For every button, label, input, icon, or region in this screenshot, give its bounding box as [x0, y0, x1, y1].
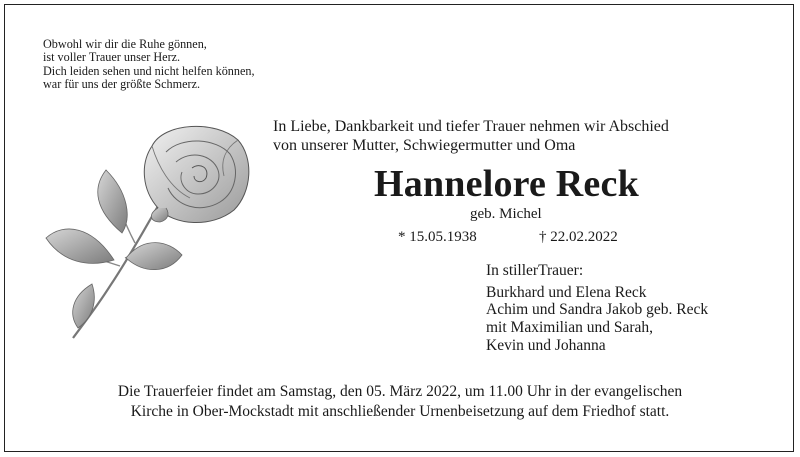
- funeral-line: Die Trauerfeier findet am Samstag, den 05. März 2022, um 11.00 Uhr in der evangelischen: [117, 383, 683, 400]
- rose-icon: [40, 118, 255, 343]
- intro-line: von unserer Mutter, Schwiegermutter und Oma: [273, 137, 576, 154]
- birth-date: * 15.05.1938: [398, 229, 477, 245]
- mourner-name: Kevin und Johanna: [486, 336, 606, 354]
- funeral-line: Kirche in Ober-Mockstadt mit anschließender Urnenbeisetzung auf dem Friedhof statt.: [130, 403, 670, 420]
- intro-line: In Liebe, Dankbarkeit und tiefer Trauer nehmen wir Abschied: [273, 118, 669, 135]
- mourner-name: mit Maximilian und Sarah,: [486, 319, 654, 337]
- poem-line: Dich leiden sehen und nicht helfen können,: [43, 63, 255, 78]
- mourner-name: Burkhard und Elena Reck: [486, 283, 647, 301]
- poem-line: Obwohl wir dir die Ruhe gönnen,: [43, 37, 207, 51]
- poem: [43, 38, 255, 92]
- intro-text: [273, 117, 669, 155]
- death-date: † 22.02.2022: [539, 229, 618, 245]
- deceased-name: Hannelore Reck: [374, 163, 639, 205]
- mourners-list: [486, 262, 708, 355]
- funeral-details: [0, 382, 800, 422]
- mourners-heading: In stillerTrauer:: [486, 262, 584, 279]
- mourner-name: Achim und Sandra Jakob geb. Reck: [486, 301, 709, 319]
- poem-line: ist voller Trauer unser Herz.: [43, 50, 181, 65]
- maiden-name: geb. Michel: [470, 206, 542, 222]
- poem-line: war für uns der größte Schmerz.: [43, 77, 201, 92]
